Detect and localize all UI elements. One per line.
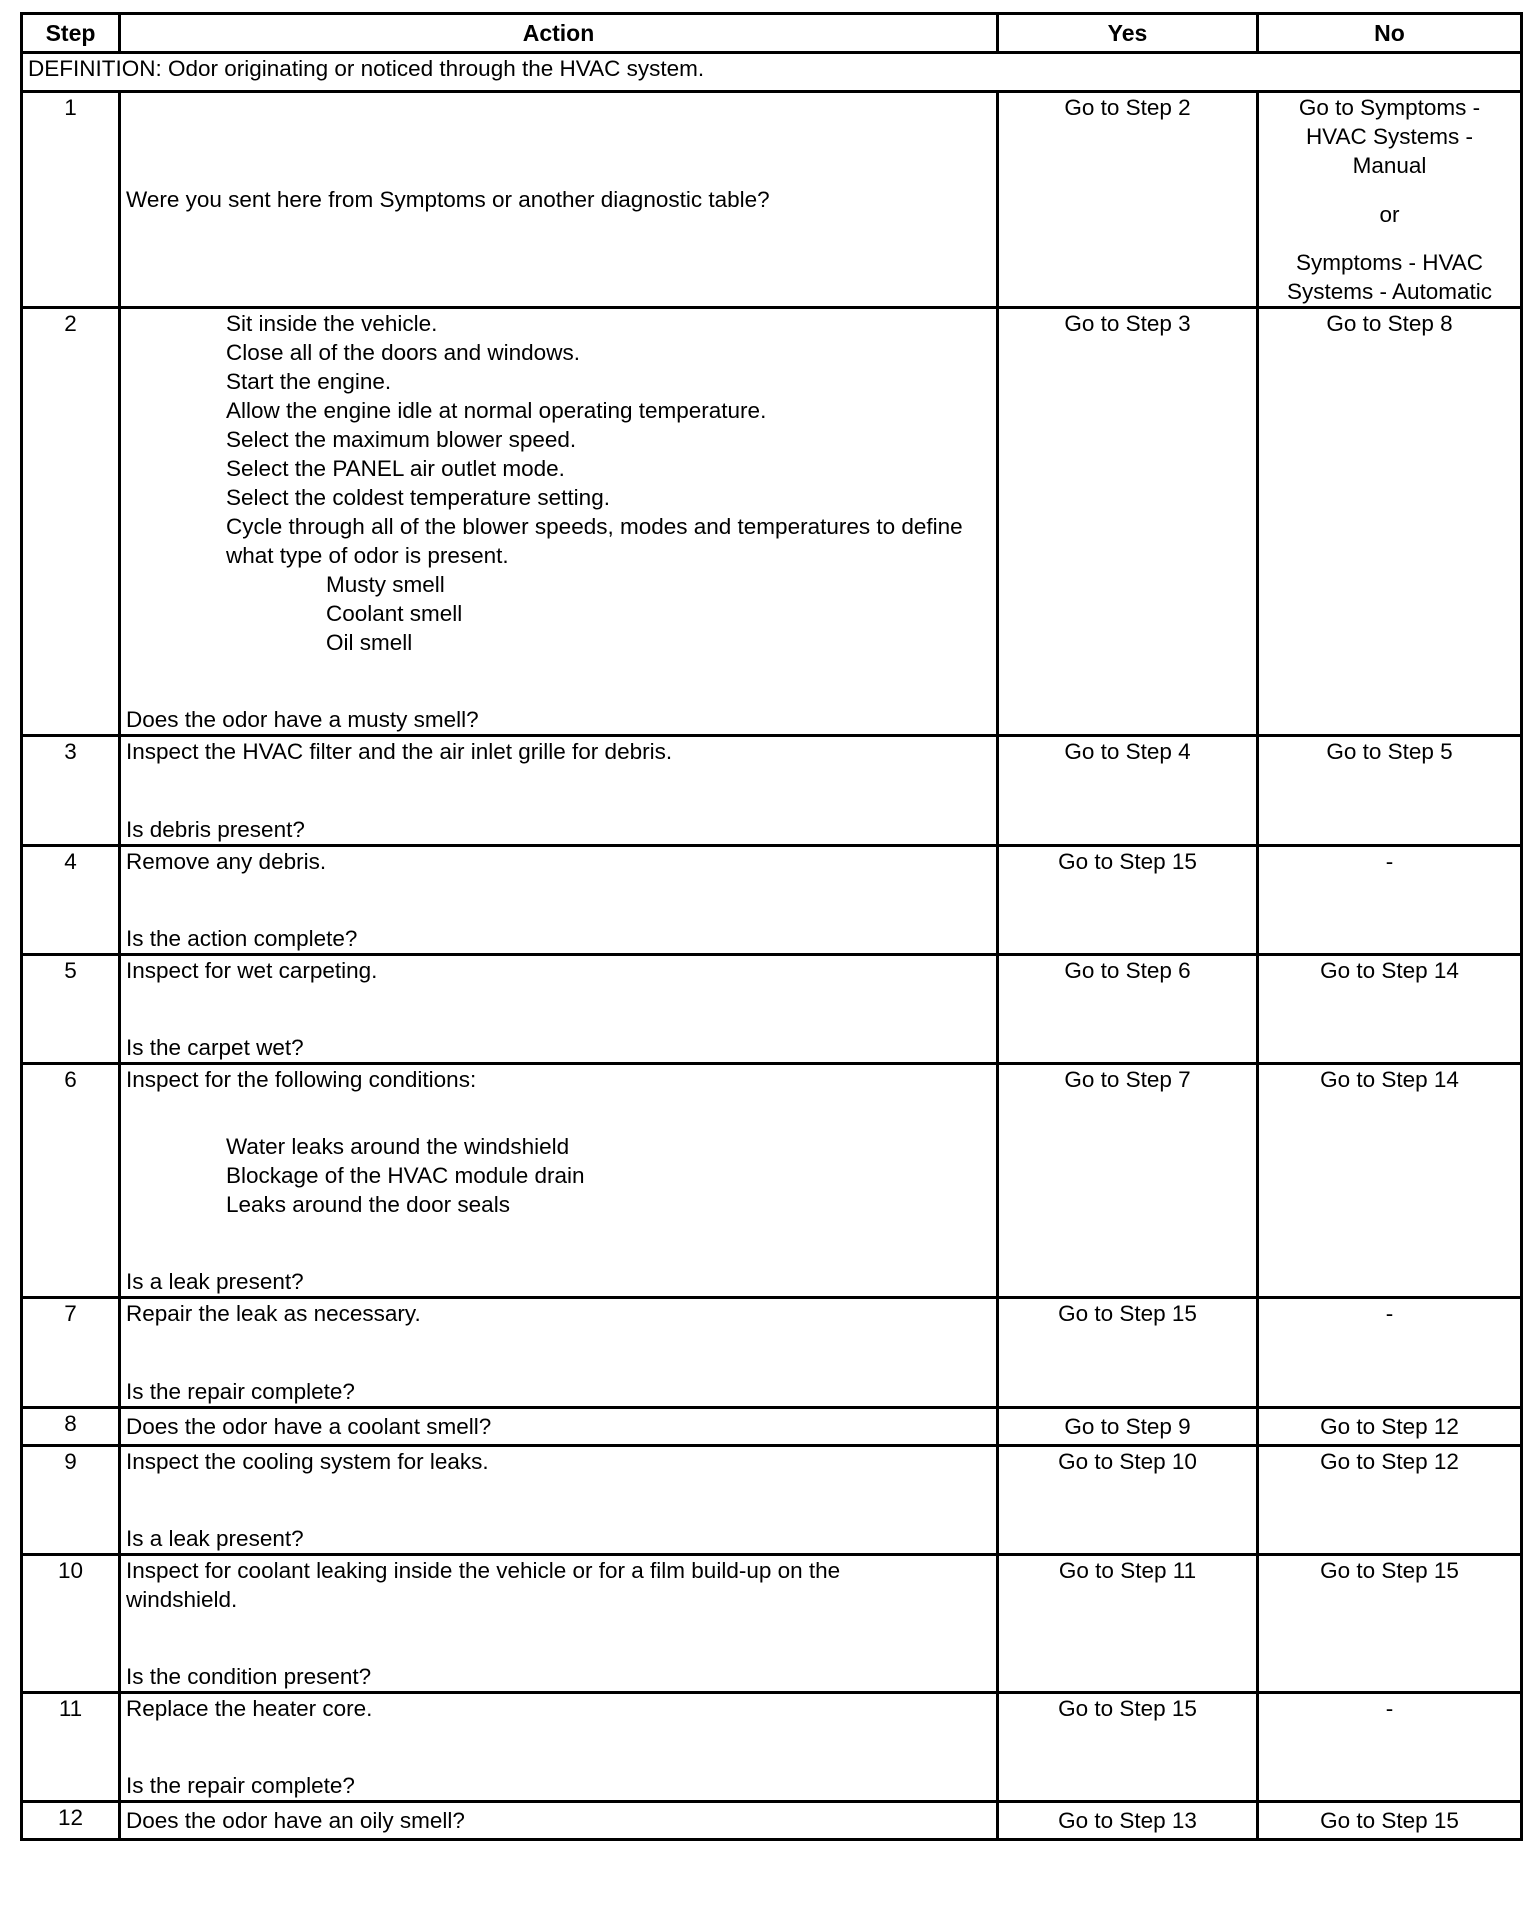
yes-cell: Go to Step 2 [998,92,1258,308]
step-number: 6 [22,1064,120,1298]
question-text: Is the condition present? [126,1664,372,1689]
header-row [22,14,1522,53]
action-cell [120,1693,998,1802]
no-line: Go to Symptoms - [1298,95,1481,120]
step-number: 5 [22,955,120,1064]
step-number: 12 [22,1802,120,1840]
question-text: Is the repair complete? [126,1379,355,1404]
no-cell: Go to Step 15 [1258,1802,1522,1840]
instruction-line: Select the maximum blower speed. [226,427,577,452]
header-step: Step [22,14,120,53]
step-number: 3 [22,736,120,846]
question-text: Is the repair complete? [126,1773,355,1798]
action-cell [120,1298,998,1408]
no-line: Manual [1352,153,1427,178]
instruction-text: Inspect for the following conditions: [126,1067,477,1092]
instruction-line: Select the coldest temperature setting. [226,485,610,510]
table-row [22,1446,1522,1555]
no-cell: Go to Step 14 [1258,955,1522,1064]
no-line: Systems - Automatic [1286,279,1493,304]
question-text: Does the odor have a coolant smell? [126,1414,492,1439]
no-line: HVAC Systems - [1305,124,1474,149]
step-number: 4 [22,846,120,955]
question-text: Is the carpet wet? [126,1035,304,1060]
condition-line: Blockage of the HVAC module drain [226,1163,585,1188]
definition-text: DEFINITION: Odor originating or noticed through the HVAC system. [22,53,1522,92]
table-row [22,1298,1522,1408]
spacer [126,1094,991,1132]
yes-cell: Go to Step 11 [998,1555,1258,1693]
substep-line: Coolant smell [326,601,463,626]
substep-line: Oil smell [326,630,413,655]
no-line: Symptoms - HVAC [1295,250,1484,275]
definition-row [22,53,1522,92]
substep-line: Musty smell [326,572,445,597]
table-row [22,1555,1522,1693]
header-no: No [1258,14,1522,53]
step-number: 7 [22,1298,120,1408]
table-row [22,736,1522,846]
table-row [22,308,1522,736]
condition-line: Water leaks around the windshield [226,1134,570,1159]
action-cell [120,736,998,846]
no-cell: Go to Step 5 [1258,736,1522,846]
question-text: Does the odor have an oily smell? [126,1808,465,1833]
yes-cell: Go to Step 13 [998,1802,1258,1840]
question-text: Is debris present? [126,817,305,842]
table-row [22,955,1522,1064]
step-number: 1 [22,92,120,308]
instruction-text: Inspect the HVAC filter and the air inlet grille for debris. [126,739,673,764]
step-number: 11 [22,1693,120,1802]
action-cell [120,92,998,308]
step-number: 2 [22,308,120,736]
question-text: Does the odor have a musty smell? [126,707,479,732]
action-cell [120,955,998,1064]
no-line: or [1379,201,1400,227]
instruction-text: Inspect for wet carpeting. [126,958,378,983]
header-action: Action [120,14,998,53]
instruction-text: Repair the leak as necessary. [126,1301,421,1326]
question-text: Were you sent here from Symptoms or another diagnostic table? [126,187,770,212]
question-text: Is a leak present? [126,1526,304,1551]
table-row [22,1693,1522,1802]
yes-cell: Go to Step 9 [998,1408,1258,1446]
instruction-text: Remove any debris. [126,849,327,874]
step-number: 9 [22,1446,120,1555]
yes-cell: Go to Step 4 [998,736,1258,846]
action-cell [120,1555,998,1693]
action-cell [120,1802,998,1840]
yes-cell: Go to Step 15 [998,1298,1258,1408]
instruction-line: Allow the engine idle at normal operating temperature. [226,398,767,423]
yes-cell: Go to Step 7 [998,1064,1258,1298]
no-cell: Go to Step 12 [1258,1408,1522,1446]
no-cell: - [1258,1298,1522,1408]
action-cell [120,308,998,736]
no-cell: Go to Step 14 [1258,1064,1522,1298]
action-cell [120,1064,998,1298]
step-number: 8 [22,1408,120,1446]
table-row [22,1802,1522,1840]
question-text: Is a leak present? [126,1269,304,1294]
action-cell [120,1408,998,1446]
question-text: Is the action complete? [126,926,358,951]
yes-cell: Go to Step 15 [998,846,1258,955]
instruction-text: Inspect the cooling system for leaks. [126,1449,489,1474]
action-cell [120,846,998,955]
table-row [22,1408,1522,1446]
no-cell: Go to Step 8 [1258,308,1522,736]
no-cell: - [1258,1693,1522,1802]
action-cell [120,1446,998,1555]
instruction-line: Select the PANEL air outlet mode. [226,456,565,481]
instruction-line: Start the engine. [226,369,392,394]
instruction-text: Replace the heater core. [126,1696,373,1721]
table-row [22,846,1522,955]
instruction-line: Close all of the doors and windows. [226,340,580,365]
header-yes: Yes [998,14,1258,53]
no-cell [1258,92,1522,308]
yes-cell: Go to Step 15 [998,1693,1258,1802]
table-row [22,1064,1522,1298]
condition-line: Leaks around the door seals [226,1192,510,1217]
no-cell: Go to Step 12 [1258,1446,1522,1555]
yes-cell: Go to Step 3 [998,308,1258,736]
instruction-line: Sit inside the vehicle. [226,311,438,336]
no-cell: - [1258,846,1522,955]
no-cell: Go to Step 15 [1258,1555,1522,1693]
step-number: 10 [22,1555,120,1693]
instruction-line: Cycle through all of the blower speeds, modes and temperatures to define what type of odor is present. [226,514,963,568]
yes-cell: Go to Step 10 [998,1446,1258,1555]
table-row [22,92,1522,308]
yes-cell: Go to Step 6 [998,955,1258,1064]
diagnostic-table [20,12,1523,1841]
instruction-text: Inspect for coolant leaking inside the vehicle or for a film build-up on the windshield. [126,1558,841,1612]
